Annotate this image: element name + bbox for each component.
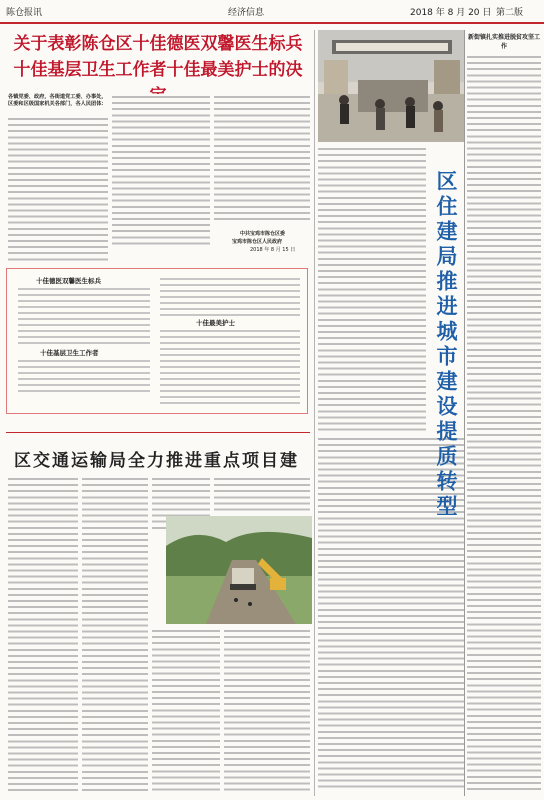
- honors-list-3a: [160, 276, 300, 316]
- sidebar-divider: [464, 30, 465, 796]
- transport-body-col5: [152, 628, 220, 794]
- sidebar-body: [467, 54, 541, 794]
- transport-body-col2: [82, 476, 148, 794]
- issue-date: 2018 年 8 月 20 日: [410, 8, 492, 18]
- paper-name: 陈仓报讯: [6, 8, 43, 18]
- road-construction-photo: [166, 516, 312, 624]
- headline-line-2: 十佳基层卫生工作者十佳最美护士的决: [13, 60, 303, 80]
- page-number: 第二版: [496, 8, 524, 18]
- honors-section-2: 十佳基层卫生工作者: [40, 349, 99, 357]
- housing-vertical-headline: 区住建局推进城市建设提质转型: [434, 170, 459, 520]
- transport-headline: 区交通运输局全力推进重点项目建: [14, 451, 299, 471]
- masthead: [0, 0, 544, 22]
- honors-section-3: 十佳最美护士: [196, 319, 235, 327]
- section-name: 经济信息: [228, 8, 265, 18]
- honors-list-1: [18, 286, 150, 346]
- decision-body-col2: [112, 94, 210, 246]
- honors-list-2: [18, 358, 150, 396]
- transport-body-col6: [224, 628, 310, 794]
- decision-greeting: 各镇党委、政府，各街道党工委、办事处，区委和区级国家机关各部门，各人民团体：: [8, 94, 107, 107]
- section-divider: [6, 432, 310, 433]
- decision-body-col3: [214, 94, 310, 224]
- transport-body-col4: [214, 476, 310, 512]
- transport-body-col1: [8, 476, 78, 794]
- column-divider: [314, 30, 315, 796]
- honors-list-3b: [160, 328, 300, 408]
- headline-line-1: 关于表彰陈仓区十佳德医双馨医生标兵: [13, 34, 303, 54]
- signature-party: 中共宝鸡市陈仓区委: [240, 231, 286, 237]
- housing-article-body: [318, 146, 426, 432]
- masthead-rule: [0, 22, 544, 24]
- sidebar-headline: 新街镇扎实推进脱贫攻坚工作: [467, 34, 540, 50]
- signature-government: 宝鸡市陈仓区人民政府: [232, 239, 283, 245]
- honors-section-1: 十佳德医双馨医生标兵: [36, 277, 101, 285]
- decision-body-col1: [8, 116, 108, 262]
- sidebar-article: [467, 30, 541, 796]
- signature-date: 2018 年 8 月 15 日: [250, 247, 296, 253]
- exhibition-photo: [318, 30, 464, 142]
